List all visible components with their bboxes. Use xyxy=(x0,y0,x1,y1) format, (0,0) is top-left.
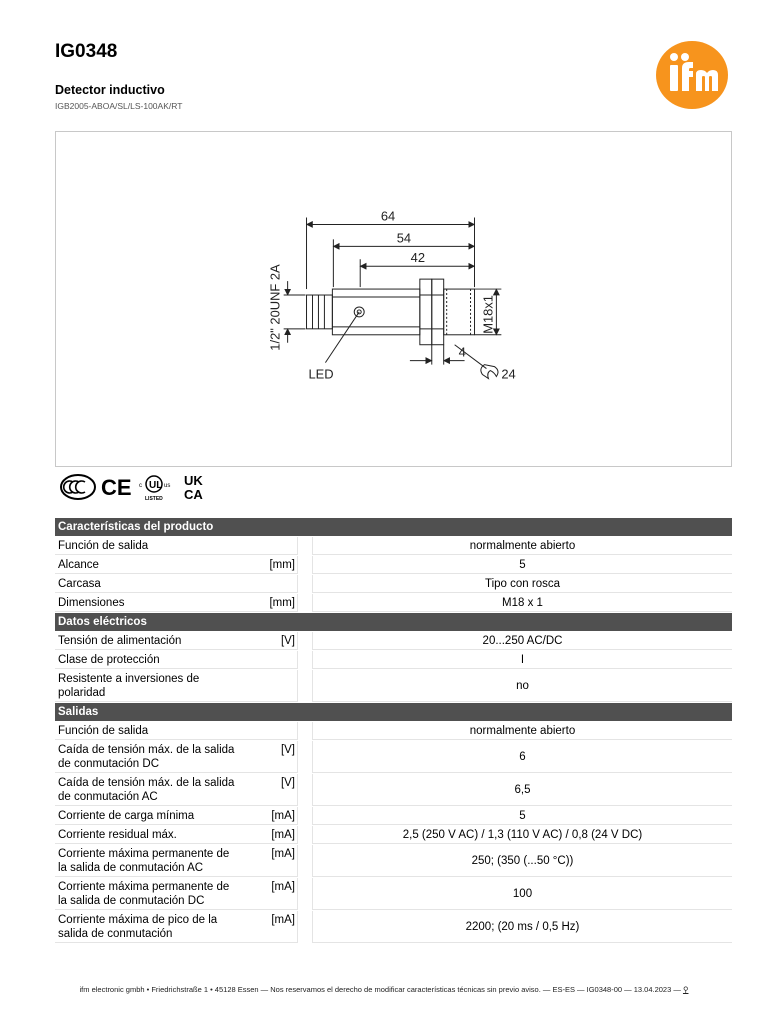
spec-value: I xyxy=(312,651,732,669)
spec-unit: [mm] xyxy=(243,556,298,574)
page-footer xyxy=(0,985,768,994)
section-header: Salidas xyxy=(55,703,732,721)
spec-unit: [V] xyxy=(243,774,298,806)
dim-24-label: 24 xyxy=(501,366,516,382)
spec-value: 6 xyxy=(312,741,732,773)
spec-label: Alcance xyxy=(55,556,243,574)
svg-text:UL: UL xyxy=(149,480,163,491)
spec-label: Caída de tensión máx. de la salida de conmutación DC xyxy=(55,741,243,773)
dimension-drawing xyxy=(55,131,732,467)
spec-value: 5 xyxy=(312,556,732,574)
spec-value: 100 xyxy=(312,878,732,910)
spec-unit: [mA] xyxy=(243,826,298,844)
section-header: Características del producto xyxy=(55,518,732,536)
spec-unit xyxy=(243,722,298,740)
svg-text:UK: UK xyxy=(184,473,203,488)
spec-value: 5 xyxy=(312,807,732,825)
spec-row xyxy=(55,537,732,555)
spec-label: Corriente máxima permanente de la salida de conmutación AC xyxy=(55,845,243,877)
spec-row xyxy=(55,632,732,650)
spec-label: Corriente de carga mínima xyxy=(55,807,243,825)
spec-value: 6,5 xyxy=(312,774,732,806)
spec-unit xyxy=(243,670,298,702)
spec-label: Tensión de alimentación xyxy=(55,632,243,650)
spec-value: Tipo con rosca xyxy=(312,575,732,593)
dim-4-label: 4 xyxy=(458,344,466,360)
spec-row xyxy=(55,670,732,702)
product-title: IG0348 xyxy=(55,41,118,62)
spec-unit: [V] xyxy=(243,741,298,773)
spec-row xyxy=(55,774,732,806)
spec-row xyxy=(55,911,732,943)
spec-label: Función de salida xyxy=(55,537,243,555)
spec-label: Caída de tensión máx. de la salida de conmutación AC xyxy=(55,774,243,806)
spec-row xyxy=(55,722,732,740)
spec-value: 20...250 AC/DC xyxy=(312,632,732,650)
dim-64-label: 64 xyxy=(380,208,396,224)
ukca-mark xyxy=(184,473,203,502)
spec-unit xyxy=(243,575,298,593)
certification-marks xyxy=(58,470,218,504)
spec-unit: [mA] xyxy=(243,911,298,943)
svg-text:c: c xyxy=(139,483,142,489)
link-icon[interactable]: ⚲ xyxy=(682,985,689,994)
spec-row xyxy=(55,575,732,593)
spec-unit: [V] xyxy=(243,632,298,650)
section-header: Datos eléctricos xyxy=(55,613,732,631)
footer-text: ifm electronic gmbh • Friedrichstraße 1 • 45128 Essen — Nos reservamos el derecho de modificar características técnicas sin previo aviso. — ES-ES — IG0348-00 — 13.04.2023 — xyxy=(79,985,681,994)
led-label: LED xyxy=(308,366,334,382)
ce-mark: CE xyxy=(101,475,132,500)
specifications-table xyxy=(55,518,732,944)
spec-row xyxy=(55,594,732,612)
ccc-mark-icon xyxy=(61,475,95,499)
spec-row xyxy=(55,845,732,877)
ul-listed-mark-icon xyxy=(139,476,170,502)
svg-text:CA: CA xyxy=(184,487,203,502)
spec-value: M18 x 1 xyxy=(312,594,732,612)
spec-value: normalmente abierto xyxy=(312,537,732,555)
spec-label: Corriente máxima de pico de la salida de conmutación xyxy=(55,911,243,943)
spec-label: Clase de protección xyxy=(55,651,243,669)
spec-value: 250; (350 (...50 °C)) xyxy=(312,845,732,877)
spec-value: no xyxy=(312,670,732,702)
svg-text:us: us xyxy=(164,483,171,489)
spec-unit xyxy=(243,651,298,669)
product-code: IGB2005-ABOA/SL/LS-100AK/RT xyxy=(55,101,183,111)
spec-label: Dimensiones xyxy=(55,594,243,612)
spec-unit: [mA] xyxy=(243,807,298,825)
product-subtitle: Detector inductivo xyxy=(55,83,165,97)
spec-row xyxy=(55,556,732,574)
spec-unit: [mA] xyxy=(243,878,298,910)
spec-unit: [mA] xyxy=(243,845,298,877)
spec-label: Resistente a inversiones de polaridad xyxy=(55,670,243,702)
dim-54-label: 54 xyxy=(396,230,412,246)
svg-text:LISTED: LISTED xyxy=(145,496,163,502)
spec-row xyxy=(55,878,732,910)
spec-row xyxy=(55,741,732,773)
ifm-logo xyxy=(655,40,729,110)
spec-row xyxy=(55,826,732,844)
spec-row xyxy=(55,651,732,669)
thread-label: 1/2" 20UNF 2A xyxy=(267,264,283,351)
spec-unit xyxy=(243,537,298,555)
spec-label: Corriente máxima permanente de la salida de conmutación DC xyxy=(55,878,243,910)
dim-42-label: 42 xyxy=(410,250,426,266)
spec-unit: [mm] xyxy=(243,594,298,612)
spec-label: Corriente residual máx. xyxy=(55,826,243,844)
spec-label: Función de salida xyxy=(55,722,243,740)
spec-value: 2,5 (250 V AC) / 1,3 (110 V AC) / 0,8 (24 V DC) xyxy=(312,826,732,844)
m18-label: M18x1 xyxy=(480,295,496,334)
spec-label: Carcasa xyxy=(55,575,243,593)
spec-value: normalmente abierto xyxy=(312,722,732,740)
spec-row xyxy=(55,807,732,825)
spec-value: 2200; (20 ms / 0,5 Hz) xyxy=(312,911,732,943)
